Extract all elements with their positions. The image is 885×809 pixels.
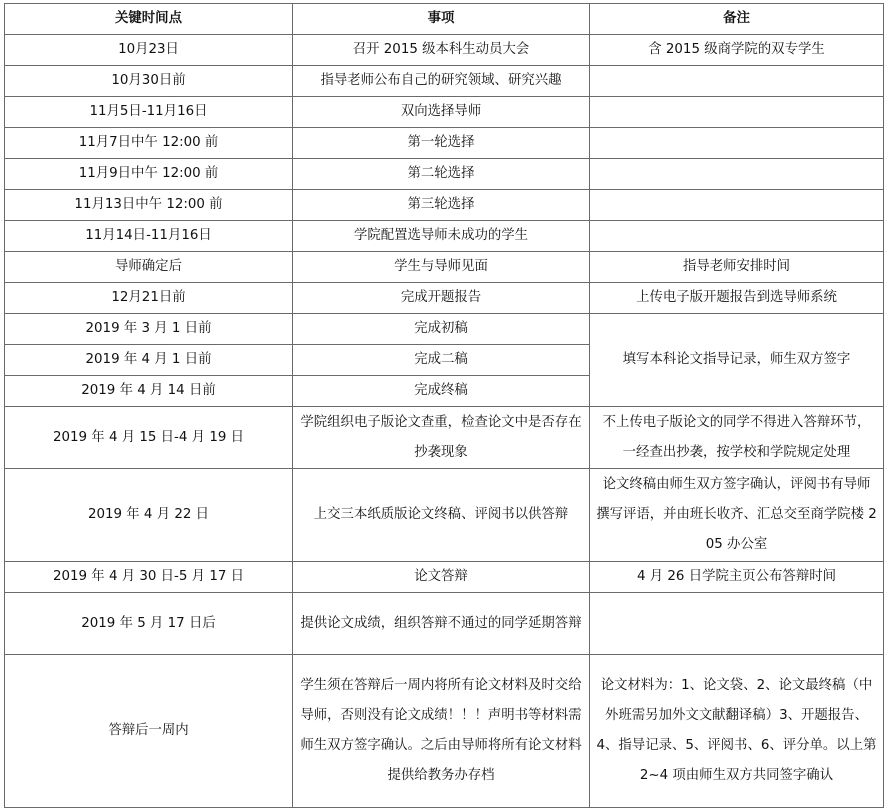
table-row xyxy=(5,128,884,159)
cell-note: 上传电子版开题报告到选导师系统 xyxy=(590,283,884,314)
cell-note xyxy=(590,593,884,655)
cell-time: 2019 年 4 月 14 日前 xyxy=(5,376,293,407)
header-item: 事项 xyxy=(293,4,590,35)
cell-time: 2019 年 4 月 30 日-5 月 17 日 xyxy=(5,562,293,593)
cell-note: 不上传电子版论文的同学不得进入答辩环节，一经查出抄袭，按学校和学院规定处理 xyxy=(590,407,884,469)
cell-note xyxy=(590,128,884,159)
cell-time: 11月13日中午 12:00 前 xyxy=(5,190,293,221)
header-note: 备注 xyxy=(590,4,884,35)
cell-item: 学院组织电子版论文查重，检查论文中是否存在抄袭现象 xyxy=(293,407,590,469)
cell-item: 上交三本纸质版论文终稿、评阅书以供答辩 xyxy=(293,469,590,562)
cell-note-merged: 填写本科论文指导记录，师生双方签字 xyxy=(590,314,884,407)
cell-time: 12月21日前 xyxy=(5,283,293,314)
cell-note xyxy=(590,97,884,128)
cell-item: 完成开题报告 xyxy=(293,283,590,314)
cell-note: 论文材料为：1、论文袋、2、论文最终稿（中外班需另加外文文献翻译稿）3、开题报告、4、指导记录、5、评阅书、6、评分单。以上第 2~4 项由师生双方共同签字确认 xyxy=(590,655,884,808)
cell-item: 第三轮选择 xyxy=(293,190,590,221)
cell-note: 论文终稿由师生双方签字确认，评阅书有导师撰写评语，并由班长收齐、汇总交至商学院楼 205 办公室 xyxy=(590,469,884,562)
cell-time: 2019 年 4 月 22 日 xyxy=(5,469,293,562)
table-row xyxy=(5,593,884,655)
cell-time: 2019 年 5 月 17 日后 xyxy=(5,593,293,655)
cell-time: 10月30日前 xyxy=(5,66,293,97)
table-row xyxy=(5,66,884,97)
cell-time: 11月7日中午 12:00 前 xyxy=(5,128,293,159)
table-row xyxy=(5,35,884,66)
cell-note: 4 月 26 日学院主页公布答辩时间 xyxy=(590,562,884,593)
cell-note xyxy=(590,66,884,97)
cell-note xyxy=(590,159,884,190)
cell-time: 11月14日-11月16日 xyxy=(5,221,293,252)
cell-item: 第一轮选择 xyxy=(293,128,590,159)
cell-item: 提供论文成绩，组织答辩不通过的同学延期答辩 xyxy=(293,593,590,655)
table-row xyxy=(5,469,884,562)
header-time: 关键时间点 xyxy=(5,4,293,35)
table-row xyxy=(5,190,884,221)
cell-note xyxy=(590,221,884,252)
cell-time: 10月23日 xyxy=(5,35,293,66)
table-header-row xyxy=(5,4,884,35)
cell-item: 学院配置选导师未成功的学生 xyxy=(293,221,590,252)
cell-time: 2019 年 4 月 1 日前 xyxy=(5,345,293,376)
cell-time: 11月5日-11月16日 xyxy=(5,97,293,128)
cell-time: 导师确定后 xyxy=(5,252,293,283)
cell-item: 指导老师公布自己的研究领域、研究兴趣 xyxy=(293,66,590,97)
cell-note xyxy=(590,190,884,221)
cell-item: 学生须在答辩后一周内将所有论文材料及时交给导师，否则没有论文成绩！！！声明书等材料需师生双方签字确认。之后由导师将所有论文材料提供给教务办存档 xyxy=(293,655,590,808)
cell-time: 2019 年 3 月 1 日前 xyxy=(5,314,293,345)
cell-item: 学生与导师见面 xyxy=(293,252,590,283)
cell-item: 召开 2015 级本科生动员大会 xyxy=(293,35,590,66)
cell-time: 2019 年 4 月 15 日-4 月 19 日 xyxy=(5,407,293,469)
cell-item: 第二轮选择 xyxy=(293,159,590,190)
table-row xyxy=(5,314,884,345)
table-row xyxy=(5,562,884,593)
cell-time: 11月9日中午 12:00 前 xyxy=(5,159,293,190)
table-row xyxy=(5,159,884,190)
cell-time: 答辩后一周内 xyxy=(5,655,293,808)
table-row xyxy=(5,655,884,808)
cell-item: 完成初稿 xyxy=(293,314,590,345)
table-row xyxy=(5,283,884,314)
cell-item: 论文答辩 xyxy=(293,562,590,593)
cell-item: 完成二稿 xyxy=(293,345,590,376)
cell-note: 含 2015 级商学院的双专学生 xyxy=(590,35,884,66)
table-row xyxy=(5,221,884,252)
table-row xyxy=(5,252,884,283)
table-row xyxy=(5,407,884,469)
cell-item: 完成终稿 xyxy=(293,376,590,407)
schedule-table xyxy=(4,3,884,808)
cell-note: 指导老师安排时间 xyxy=(590,252,884,283)
cell-item: 双向选择导师 xyxy=(293,97,590,128)
table-row xyxy=(5,97,884,128)
